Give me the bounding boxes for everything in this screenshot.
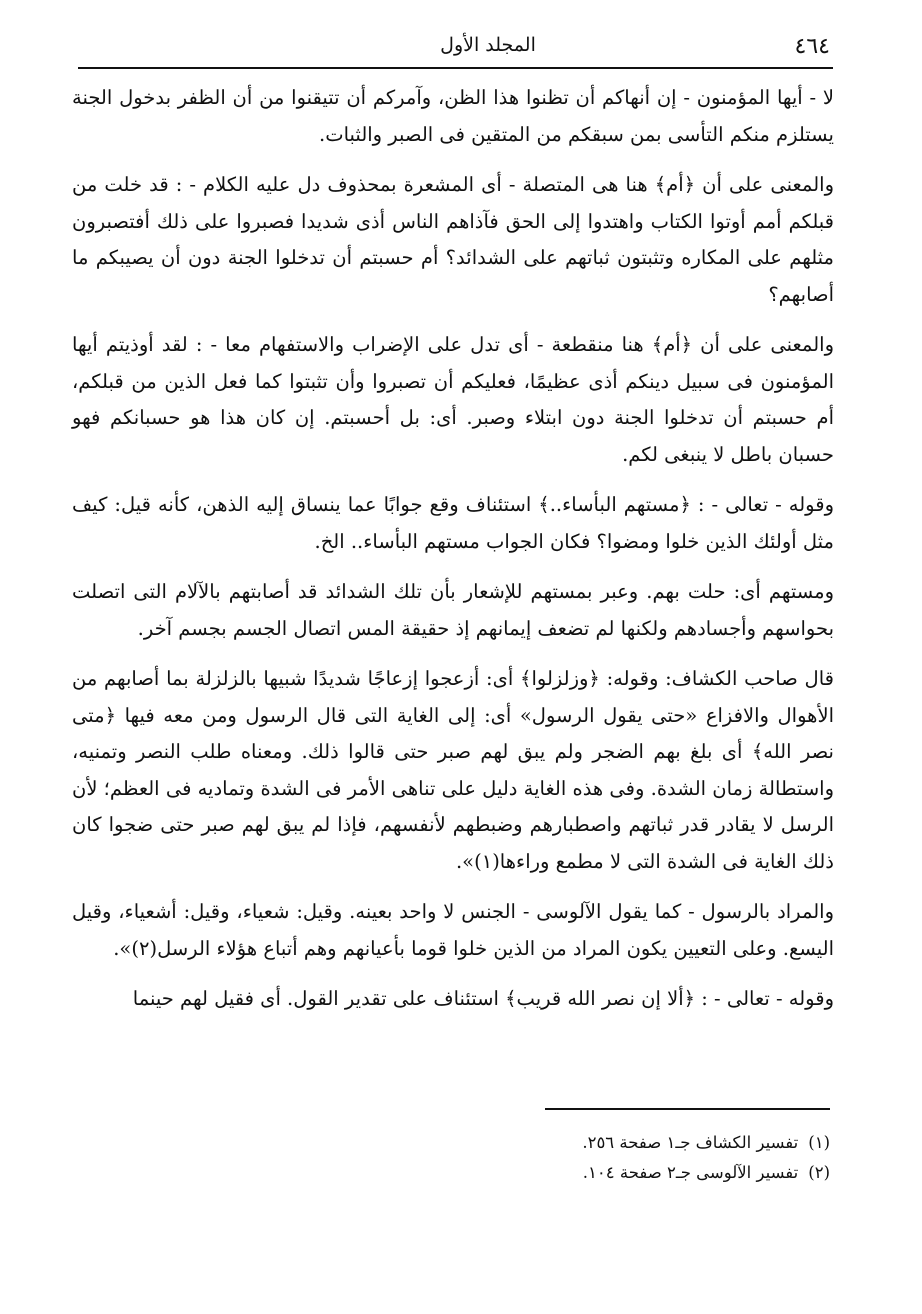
footnote-number: (١) [808,1133,830,1152]
footnote-text: تفسير الآلوسى جـ٢ صفحة ١٠٤. [582,1163,799,1182]
header-divider [78,67,833,69]
footnote-divider [545,1108,830,1110]
running-title: المجلد الأول [440,34,536,56]
paragraph-6: قال صاحب الكشاف: وقوله: ﴿وزلزلوا﴾ أى: أزعجوا إزعاجًا شديدًا شبيها بالزلزلة بما أصابهم من الأهوال والافزاع «حتى يقول الرسول» أى: إلى الغاية التى قال الرسول ومن معه فيها ﴿متى نصر الله﴾ أى بلغ بهم الضجر ولم يبق لهم صبر حتى قالوا ذلك. ومعناه طلب النصر وتمنيه، واستطالة زمان الشدة. وفى هذه الغاية دليل على تناهى الأمر فى الشدة وتماديه فى العظم؛ لأن الرسل لا يقادر قدر ثباتهم واصطبارهم وضبطهم لأنفسهم، فإذا لم يبق لهم صبر حتى ضجوا كان ذلك الغاية فى الشدة التى لا مطمع وراءها(١)». [72,667,834,873]
footnote-2 [430,1158,830,1188]
paragraph-1: لا - أيها المؤمنون - إن أنهاكم أن تظنوا هذا الظن، وآمركم أن تتيقنوا من أن الظفر بدخول الجنة يستلزم منكم التأسى بمن سبقكم من المتقين فى الصبر والثبات. [72,86,834,146]
paragraph-5: ومستهم أى: حلت بهم. وعبر بمستهم للإشعار بأن تلك الشدائد قد أصابتهم بالآلام التى اتصلت بحواسهم وأجسادهم ولكنها لم تضعف إيمانهم إذ حقيقة المس اتصال الجسم بجسم آخر. [72,580,834,640]
paragraph-3: والمعنى على أن ﴿أم﴾ هنا منقطعة - أى تدل على الإضراب والاستفهام معا - : لقد أوذيتم أيها المؤمنون فى سبيل دينكم أذى عظيمًا، فعليكم أن تصبروا وأن تثبتوا كما فعل الذين من قبلكم، أم حسبتم أن تدخلوا الجنة دون ابتلاء وصبر. أى: بل أحسبتم. إن كان هذا هو حسبانكم فهو حسبان باطل لا ينبغى لكم. [72,333,834,466]
paragraph-4: وقوله - تعالى - : ﴿مستهم البأساء..﴾ استئناف وقع جوابًا عما ينساق إليه الذهن، كأنه قيل: كيف مثل أولئك الذين خلوا ومضوا؟ فكان الجواب مستهم البأساء.. الخ. [72,493,834,553]
footnote-text: تفسير الكشاف جـ١ صفحة ٢٥٦. [582,1133,799,1152]
page-number: ٤٦٤ [794,34,830,59]
main-text [72,80,834,1032]
footnote-1 [430,1128,830,1158]
footnote-number: (٢) [808,1163,830,1182]
paragraph-7: والمراد بالرسول - كما يقول الآلوسى - الجنس لا واحد بعينه. وقيل: شعياء، وقيل: أشعياء، وقيل اليسع. وعلى التعيين يكون المراد من الذين خلوا قوما بأعيانهم وهم أتباع هؤلاء الرسل(٢)». [72,900,834,960]
paragraph-8: وقوله - تعالى - : ﴿ألا إن نصر الله قريب﴾ استئناف على تقدير القول. أى فقيل لهم حينما [132,987,834,1010]
footnotes [430,1128,830,1188]
page-header [78,30,830,66]
paragraph-2: والمعنى على أن ﴿أم﴾ هنا هى المتصلة - أى المشعرة بمحذوف دل عليه الكلام - : قد خلت من قبلكم أمم أوتوا الكتاب واهتدوا إلى الحق فآذاهم الناس أذى شديدا فصبروا على ذلك أفتصبرون مثلهم على المكاره وتثبتون ثباتهم على الشدائد؟ أم حسبتم أن تدخلوا الجنة دون أن يصيبكم ما أصابهم؟ [72,173,834,306]
